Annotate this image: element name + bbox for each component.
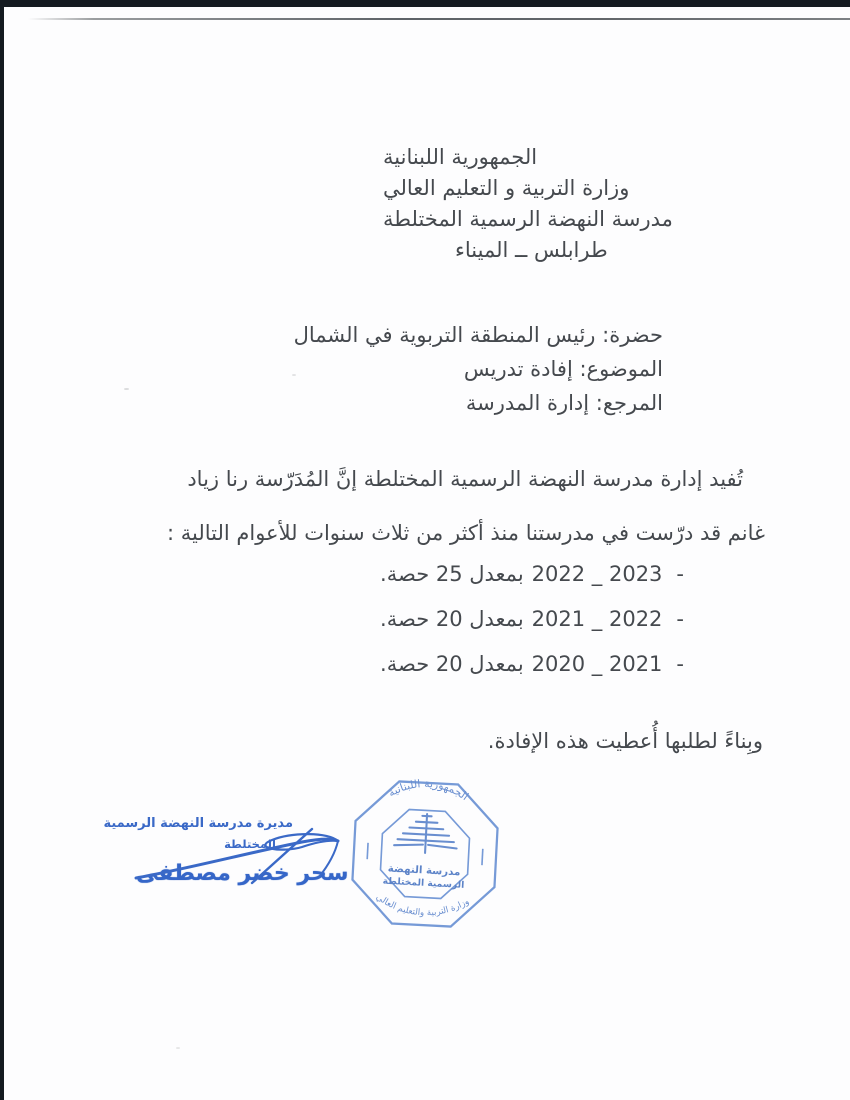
- stamp-top-text: الجمهورية اللبنانية: [385, 777, 471, 804]
- handwritten-signature-icon: [130, 826, 355, 888]
- scan-hairline: [28, 18, 850, 20]
- list-dash: -: [676, 607, 684, 631]
- stamp-right-tick: [482, 849, 483, 865]
- years-list: [380, 552, 684, 687]
- item-detail: بمعدل 25 حصة.: [380, 562, 524, 586]
- closing-line: وبِناءً لطلبها أُعطيت هذه الإفادة.: [487, 729, 763, 753]
- list-dash: -: [676, 652, 684, 676]
- stamp-bottom-text: وزارة التربية والتعليم العالي: [373, 892, 471, 919]
- letterhead: [383, 142, 673, 266]
- list-dash: -: [676, 562, 684, 586]
- body-line-2: غانم قد درّست في مدرستنا منذ أكثر من ثلاث سنوات للأعوام التالية :: [166, 521, 765, 545]
- item-detail: بمعدل 20 حصة.: [380, 607, 524, 631]
- letterhead-school: مدرسة النهضة الرسمية المختلطة: [383, 207, 673, 231]
- letterhead-republic: الجمهورية اللبنانية: [383, 145, 538, 169]
- scan-speck: [176, 1047, 180, 1049]
- item-detail: بمعدل 20 حصة.: [380, 652, 524, 676]
- letterhead-ministry: وزارة التربية و التعليم العالي: [383, 176, 630, 200]
- address-to: حضرة: رئيس المنطقة التربوية في الشمال: [293, 323, 663, 347]
- official-stamp-icon: [336, 771, 514, 938]
- year-range: 2022 _ 2023: [531, 562, 663, 586]
- signature-title-line2: المختلطة: [224, 837, 276, 851]
- address-reference: المرجع: إدارة المدرسة: [465, 391, 663, 415]
- signature-name: سحر خضر مصطفى: [136, 861, 349, 886]
- body-line-1: تُفيد إدارة مدرسة النهضة الرسمية المختلطة إنَّ المُدَرّسة رنا زياد: [187, 467, 743, 491]
- year-range: 2021 _ 2022: [531, 607, 663, 631]
- list-item: [380, 552, 684, 597]
- signature-title-line1: مديرة مدرسة النهضة الرسمية: [103, 816, 293, 831]
- address-block: [294, 318, 663, 420]
- address-subject: الموضوع: إفادة تدريس: [463, 357, 663, 381]
- scan-edge-top: [0, 0, 850, 7]
- list-item: [380, 597, 684, 642]
- stamp-left-tick: [367, 843, 368, 859]
- stamp-bottom-text-container: [373, 892, 471, 921]
- scan-speck: [124, 388, 129, 390]
- body-paragraph: [167, 452, 765, 560]
- letterhead-city: طرابلس ــ الميناء: [455, 238, 608, 262]
- stamp-center-line2: الرسمية المختلطة: [382, 875, 465, 891]
- stamp-center-line1: مدرسة النهضة: [387, 862, 461, 879]
- scan-edge-left: [0, 0, 4, 1100]
- year-range: 2020 _ 2021: [531, 652, 663, 676]
- cedar-tree-icon: [394, 812, 459, 854]
- list-item: [380, 642, 684, 687]
- stamp-top-text-container: [385, 775, 471, 804]
